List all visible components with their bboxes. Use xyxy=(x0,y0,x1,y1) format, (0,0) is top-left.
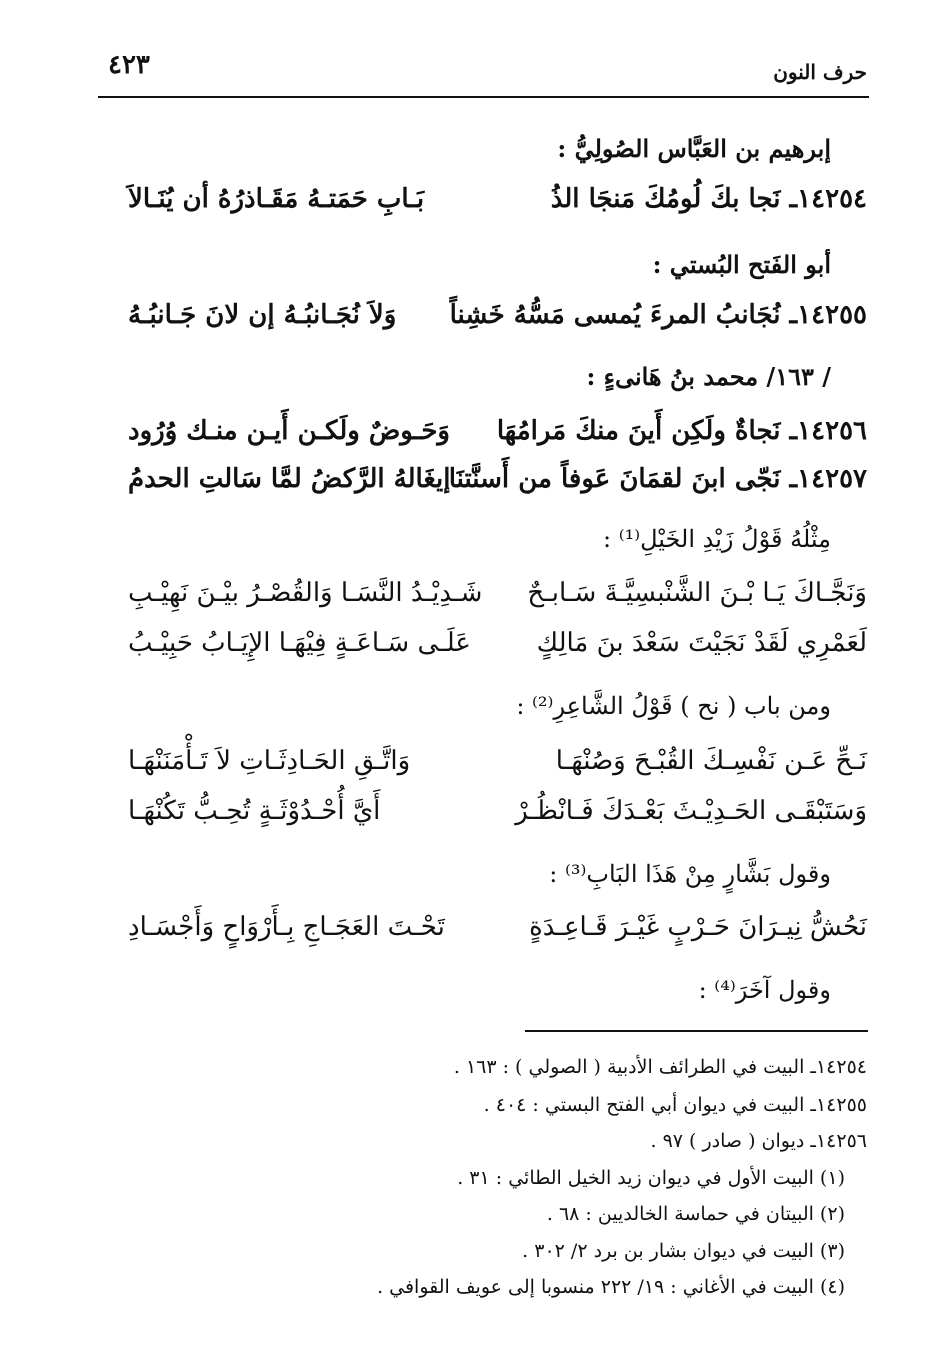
poet-heading: إبرهيم بن العَبَّاس الصُولِيُّ : xyxy=(557,134,831,163)
nah-verse-1-first: نَـحِّ عَـن نَفْسِـكَ القُبْـحَ وَصُنْهَـا xyxy=(555,746,867,776)
page-number: ٤٢٣ xyxy=(108,50,150,80)
intro-zayd: مِثْلُهُ قَوْلُ زَيْدِ الخَيْلِ⁽¹⁾ : xyxy=(603,525,831,553)
footnote-rule xyxy=(525,1030,868,1032)
footnote-4: (٤) البيت في الأغاني : ١٩/ ٢٢٢ منسوبا إلى عويف القوافي . xyxy=(377,1276,845,1298)
intro-bashar: وقول بَشَّارٍ مِنْ هَذَا البَابِ⁽³⁾ : xyxy=(549,860,831,888)
intro-nah: ومن باب ( نح ) قَوْلُ الشَّاعِرِ⁽²⁾ : xyxy=(516,692,831,720)
footnote-3: (٣) البيت في ديوان بشار بن برد ٢/ ٣٠٢ . xyxy=(522,1240,845,1262)
zayd-verse-2-second: عَلَـى سَـاعَـةٍ فِيْهَـا الإِيَـابُ حَبِيْـبُ xyxy=(128,628,471,658)
verse-14255-second-hemistich: وَلاَ نُجَـانبُـهُ إن لانَ جَـانبُـهُ xyxy=(128,300,397,330)
verse-14254-second-hemistich: بَـابِ حَمَتـهُ مَقَـاذرُهُ أن يُنَـالاَ xyxy=(128,184,425,214)
footnote-1: (١) البيت الأول في ديوان زيد الخيل الطائي : ٣١ . xyxy=(457,1167,845,1189)
verse-14254-first-hemistich: ١٤٢٥٤ـ نَجا بكَ لُومُكَ مَنجَا الذُ xyxy=(550,184,867,214)
footnote-2: (٢) البيتان في حماسة الخالديين : ٦٨ . xyxy=(546,1203,845,1225)
verse-14256-first-hemistich: ١٤٢٥٦ـ نَجاةٌ ولَكِن أَينَ منكَ مَرامُهَا xyxy=(496,416,867,446)
zayd-verse-2-first: لَعَمْرِي لَقَدْ نَجَيْتَ سَعْدَ بنَ مَالِكٍ xyxy=(536,628,867,658)
running-header-title: حرف النون xyxy=(773,60,867,84)
footnote-14255: ١٤٢٥٥ـ البيت في ديوان أبي الفتح البستي : ٤٠٤ . xyxy=(483,1094,867,1116)
verse-14255-first-hemistich: ١٤٢٥٥ـ نُجَانبُ المرءَ يُمسى مَسُّهُ خَشِناً xyxy=(449,300,867,330)
bashar-verse-second: تَحْـتَ العَجَـاجِ بِـأَرْوَاحٍ وَأَجْسَـادِ xyxy=(128,912,445,942)
verse-14257-first-hemistich: ١٤٢٥٧ـ نَجّى ابنَ لقمَانَ عَوفاً من أَسنَّتنَا xyxy=(448,464,867,494)
intro-other: وقول آخَرَ⁽⁴⁾ : xyxy=(698,976,831,1004)
footnote-14256: ١٤٢٥٦ـ ديوان ( صادر ) ٩٧ . xyxy=(650,1130,867,1152)
header-rule xyxy=(98,96,869,98)
poet-heading: أبو الفَتح البُستي : xyxy=(652,250,831,279)
nah-verse-2-first: وَسَتَبْقَـى الحَـدِيْـثَ بَعْـدَكَ فَـانْظُـرْ xyxy=(515,796,867,826)
nah-verse-2-second: أَيَّ أُحْـدُوْثَـةٍ تُحِـبُّ تَكُنْهَـا xyxy=(128,796,381,826)
poet-heading: / ١٦٣/ محمد بنُ هَانىءٍ : xyxy=(586,362,831,391)
footnote-14254: ١٤٢٥٤ـ البيت في الطرائف الأدبية ( الصولي ) : ١٦٣ . xyxy=(453,1056,867,1078)
zayd-verse-1-first: وَنَجَّـاكَ يَـا بْـنَ الشَّنْبسِيَّـةَ سَـابـحٌ xyxy=(527,578,867,608)
bashar-verse-first: نَحُشُّ نِيـرَانَ حَـرْبٍ غَيْـرَ قَـاعِـدَةٍ xyxy=(529,912,867,942)
verse-14257-second-hemistich: إيغَالهُ الرَّكضُ لمَّا سَالتِ الحدمُ xyxy=(128,464,451,494)
verse-14256-second-hemistich: وَحَـوضٌ ولَكـن أَيـن منـك وُرُود xyxy=(128,416,450,446)
zayd-verse-1-second: شَـدِيْـدُ النَّسَـا وَالقُصْـرُ بيْـنَ نَهِيْـبِ xyxy=(128,578,483,608)
nah-verse-1-second: وَاتَّـقِ الحَـادِثَـاتِ لاَ تَـأْمَنَنْهَـا xyxy=(128,746,411,776)
